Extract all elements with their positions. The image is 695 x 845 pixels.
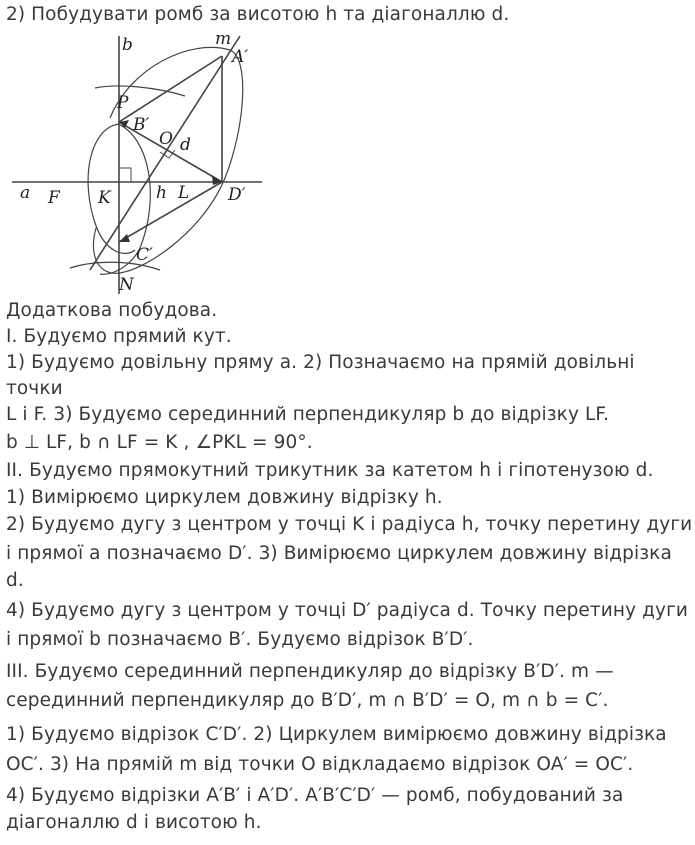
right-angle-k bbox=[119, 168, 131, 182]
text-line: діагоналлю d і висотою h. bbox=[6, 812, 262, 833]
text-line: II. Будуємо прямокутний трикутник за катетом h і гіпотенузою d. bbox=[6, 460, 654, 481]
text-line: d. bbox=[6, 570, 24, 591]
arrowhead-c bbox=[119, 234, 130, 242]
side-cd bbox=[119, 182, 222, 242]
label-o: O bbox=[159, 129, 173, 149]
text-line: 1) Будуємо відрізок C′D′. 2) Циркулем вимірюємо довжину відрізка bbox=[6, 724, 667, 745]
text-line: і прямої b позначаємо B′. Будуємо відрізок B′D′. bbox=[6, 629, 474, 650]
construction-figure bbox=[0, 28, 300, 300]
line-m bbox=[90, 36, 240, 270]
text-line: точки bbox=[6, 378, 63, 399]
text-line: I. Будуємо прямий кут. bbox=[6, 326, 232, 347]
label-k: K bbox=[98, 188, 111, 208]
label-b: b bbox=[122, 35, 133, 55]
text-line: 4) Будуємо дугу з центром у точці D′ радіуса d. Точку перетину дуги bbox=[6, 600, 689, 621]
text-line: OC′. 3) На прямій m від точки O відкладаємо відрізок OA′ = OC′. bbox=[6, 754, 634, 775]
label-d-prime: D′ bbox=[228, 185, 246, 205]
label-l: L bbox=[178, 183, 190, 203]
text-line: III. Будуємо серединний перпендикуляр до відрізку B′D′. m — bbox=[6, 661, 614, 682]
text-line: 4) Будуємо відрізки A′B′ і A′D′. A′B′C′D′ — ромб, побудований за bbox=[6, 785, 624, 806]
text-line: серединний перпендикуляр до B′D′, m ∩ B′D′ = O, m ∩ b = C′. bbox=[6, 690, 609, 711]
label-b-prime: B′ bbox=[133, 115, 150, 135]
label-a: a bbox=[20, 183, 31, 203]
label-h: h bbox=[156, 183, 167, 203]
arc-radius-d bbox=[93, 47, 242, 273]
text-line: 1) Будуємо довільну пряму a. 2) Позначаємо на прямій довільні bbox=[6, 352, 635, 373]
text-line: Додаткова побудова. bbox=[6, 300, 218, 321]
text-line: і прямої a позначаємо D′. 3) Вимірюємо циркулем довжину відрізка bbox=[6, 543, 672, 564]
label-d-small: d bbox=[180, 135, 191, 155]
label-p: P bbox=[117, 93, 129, 113]
text-line: L і F. 3) Будуємо серединний перпендикуляр b до відрізку LF. bbox=[6, 404, 610, 425]
text-line: 2) Будуємо дугу з центром у точці K і радіуса h, точку перетину дуги bbox=[6, 514, 693, 535]
label-n: N bbox=[119, 275, 134, 295]
label-c-prime: C′ bbox=[136, 245, 153, 265]
text-line: b ⊥ LF, b ∩ LF = K , ∠PKL = 90°. bbox=[6, 432, 313, 453]
label-a-prime: A′ bbox=[232, 47, 249, 67]
text-line: 1) Вимірюємо циркулем довжину відрізку h. bbox=[6, 487, 443, 508]
label-f: F bbox=[48, 188, 60, 208]
task-title: 2) Побудувати ромб за висотою h та діагоналлю d. bbox=[6, 4, 510, 25]
label-m: m bbox=[215, 29, 232, 49]
